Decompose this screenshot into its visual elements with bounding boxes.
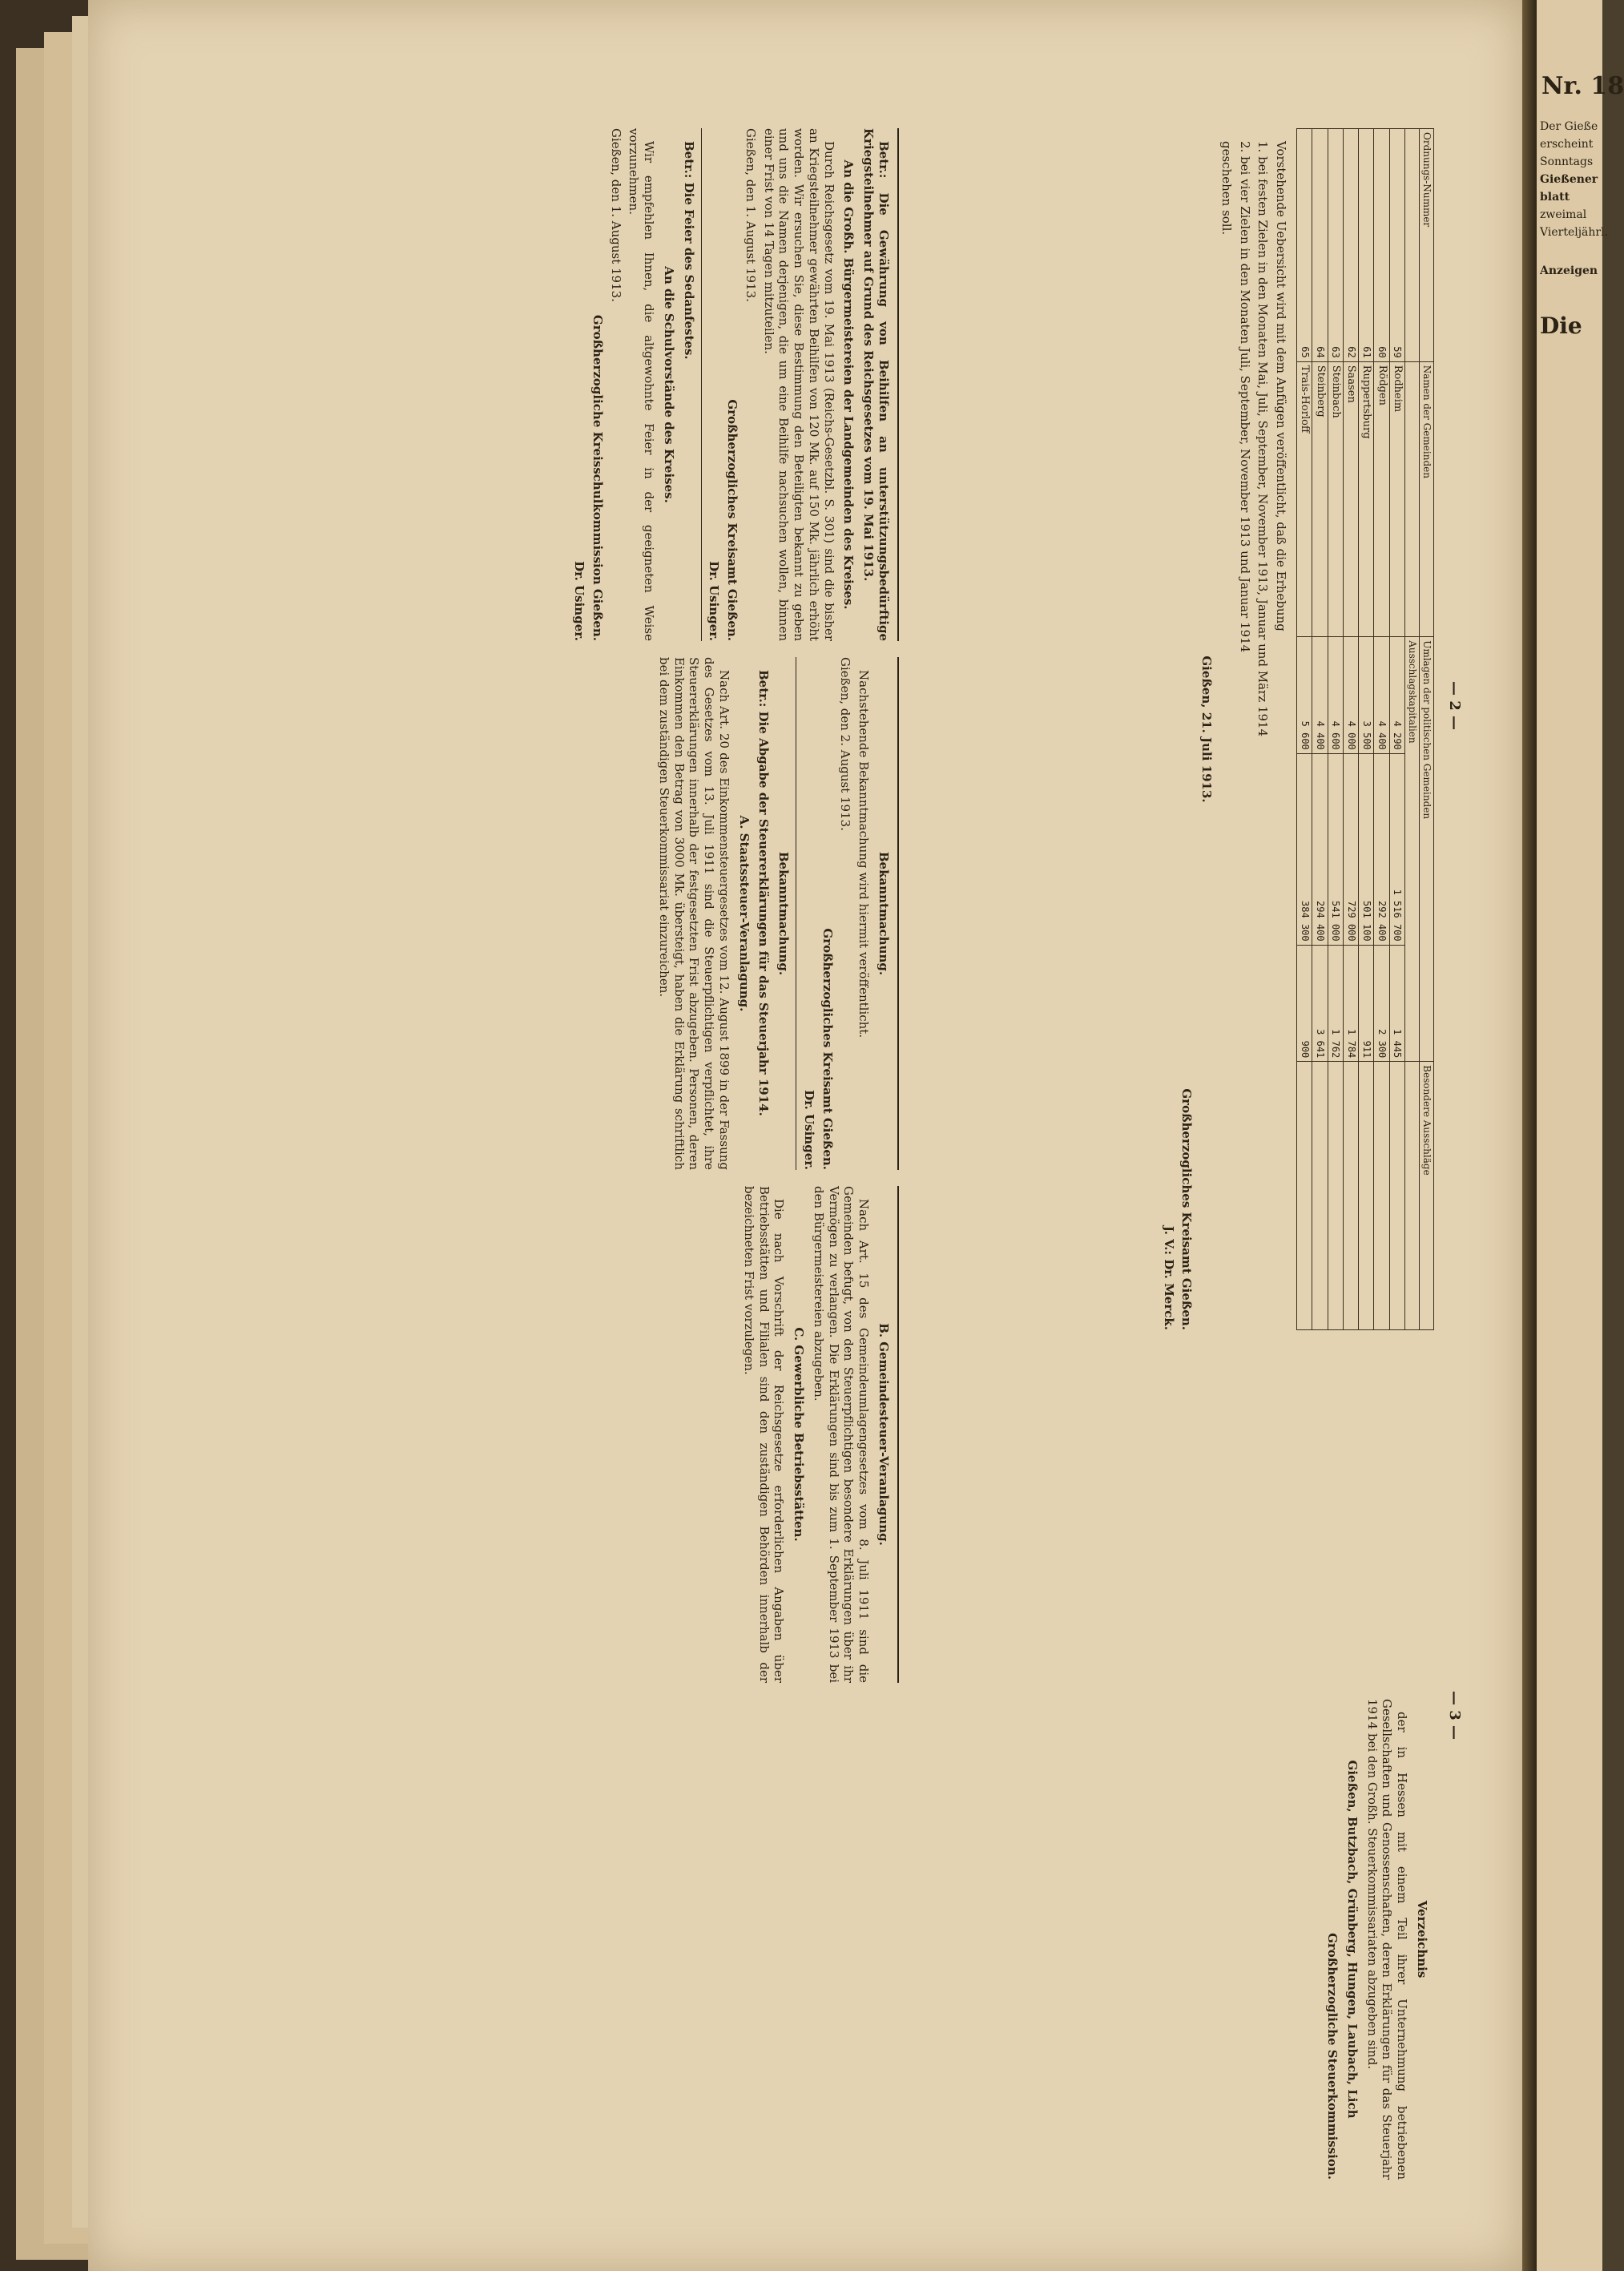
col-ausschlagskapital: Ausschlagskapitalien <box>1405 637 1420 1062</box>
article-sign: Großherzogliche Steuerkommission. <box>1325 1933 1340 2180</box>
article-body: Die nach Vorschrift der Reichsgesetze erforderlichen Angaben über Betriebsstätten und Filialen sind den zuständigen Behörden innerhalb der bezeichneten Frist vorzulegen. <box>742 1186 787 1683</box>
article-body: Nach Art. 15 des Gemeindeumlagengesetzes vom 8. Juli 1911 sind die Gemeinden befugt, von den Steuerpflichtigen besondere Erklärungen über ihr Vermögen zu verlangen. Die Erklärungen sind bis zum 1. September 1913 bei den Bürgermeistereien abzugeben. <box>812 1186 872 1683</box>
article-office: Großherzogliche Kreisschulkommission Gießen. <box>590 314 605 641</box>
rotated-content <box>96 104 1466 2204</box>
table-footer-line: Vorstehende Uebersicht wird mit dem Anfügen veröffentlicht, daß die Erhebung <box>1274 141 1289 631</box>
article-section: C. Gewerbliche Betriebsstätten. <box>792 1327 807 1542</box>
table-row: 59 Rodheim 4 290 1 516 700 1 445 <box>1389 129 1404 1330</box>
article-heading: An die Schulvorstände des Kreises. <box>662 266 676 503</box>
edge-line: Vierteljährl. <box>1540 226 1609 239</box>
table-signer: J. V.: Dr. Merck. <box>1161 1225 1176 1330</box>
article-body: Nach Art. 20 des Einkommensteuergesetzes vom 12. August 1899 in der Fassung des Gesetzes vom 13. Juli 1911 sind die Steuerpflichtigen verpflichtet, ihre Steuererklärungen innerhalb der festgesetzten Frist abzugeben. Personen, deren Einkommen den Betrag von 3000 Mk. übersteigt, haben die Erklärung schriftlich bei dem zuständigen Steuerkommissariat einzureichen. <box>657 657 731 1170</box>
levy-table <box>1296 128 1434 1330</box>
article-section: B. Gemeindesteuer-Veranlagung. <box>876 1323 891 1546</box>
col-special: Besondere Ausschläge <box>1420 1062 1434 1330</box>
edge-line: blatt <box>1540 191 1570 204</box>
article-office: Großherzogliches Kreisamt Gießen. <box>820 928 835 1170</box>
article-kriegsteilnehmer <box>144 128 905 641</box>
folio-left: — 2 — <box>1446 681 1463 731</box>
article-steuer <box>144 657 905 1170</box>
col-gemeinde: Namen der Gemeinden <box>1420 361 1434 637</box>
table-row: 65 Trais-Horloff 5 600 384 300 900 <box>1297 129 1312 1330</box>
col-table-title: Umlagen der politischen Gemeinden <box>1420 637 1434 1062</box>
edge-line: Die <box>1540 313 1582 339</box>
book-gutter <box>1522 0 1537 2271</box>
municipal-levy-table-block <box>921 128 1434 1330</box>
masthead-number: Nr. 18 <box>1541 72 1624 100</box>
article-date: Gießen, den 1. August 1913. <box>743 128 758 302</box>
article-heading: Verzeichnis <box>1415 1900 1429 1979</box>
article-body: Nachstehende Bekanntmachung wird hiermit veröffentlicht. <box>856 670 872 1039</box>
article-betr: Betr.: Die Abgabe der Steuererklärungen für das Steuerjahr 1914. <box>756 670 772 1116</box>
edge-line: erscheint <box>1540 138 1594 151</box>
article-body: Durch Reichsgesetz vom 19. Mai 1913 (Reichs-Gesetzbl. S. 301) sind die bisher an Kriegsteilnehmer gewährten Beihilfen von 120 Mk. auf 150 Mk. jährlich erhöht worden. Wir ersuchen Sie, diese Bestimmung den Beteiligten bekannt zu geben und uns die Namen derjenigen, die um eine Beihilfe nachsuchen wollen, binnen einer Frist von 14 Tagen mitzuteilen. <box>761 128 836 641</box>
table-date: Gießen, 21. Juli 1913. <box>1199 655 1215 803</box>
article-verzeichnis <box>144 1699 1434 2180</box>
article-heading: Bekanntmachung. <box>776 851 792 976</box>
table-office: Großherzogliches Kreisamt Gießen. <box>1179 1088 1195 1330</box>
article-signer: Dr. Usinger. <box>707 561 722 641</box>
article-section: A. Staatssteuer-Veranlagung. <box>736 815 752 1012</box>
article-betr: Betr.: Die Gewährung von Beihilfen an unterstützungsbedürftige Kriegsteilnehmer auf Grund des Reichsgesetzes vom 19. Mai 1913. <box>861 128 891 641</box>
article-date: Gießen, den 1. August 1913. <box>608 128 623 302</box>
article-signer: Dr. Usinger. <box>572 561 587 641</box>
table-footer-line: 1. bei festen Zielen in den Monaten Mai, Juli, September, November 1913, Januar und März 1914 <box>1255 141 1271 737</box>
folio-right: — 3 — <box>1446 1691 1463 1741</box>
table-row: 62 Saasen 4 000 729 000 1 784 <box>1344 129 1359 1330</box>
article-places: Gießen, Butzbach, Grünberg, Hungen, Laubach, Lich <box>1345 1760 1360 2119</box>
table-row: 61 Ruppertsburg 3 500 501 100 911 <box>1359 129 1374 1330</box>
article-office: Großherzogliches Kreisamt Gießen. <box>725 399 740 641</box>
edge-line: Anzeigen <box>1540 264 1598 277</box>
article-signer: Dr. Usinger. <box>802 1090 816 1170</box>
table-footer-line: 2. bei vier Zielen in den Monaten Juli, September, November 1913 und Januar 1914 <box>1237 141 1252 653</box>
article-heading: Bekanntmachung. <box>876 851 891 976</box>
article-gemeindesteuer <box>144 1186 905 1683</box>
table-row: 64 Steinberg 4 400 294 400 3 641 <box>1312 129 1328 1330</box>
table-row: 60 Rödgen 4 400 292 400 2 300 <box>1374 129 1389 1330</box>
col-ordnungsnummer: Ordnungs-Nummer <box>1420 129 1434 362</box>
edge-line: Sonntags <box>1540 155 1594 168</box>
article-body: der in Hessen mit einem Teil ihrer Unternehmung betriebenen Gesellschaften und Genossenschaften, deren Erklärungen für das Steuerjahr 1914 bei den Großh. Steuerkommissariaten abzugeben sind. <box>1364 1699 1410 2180</box>
article-date: Gießen, den 2. August 1913. <box>838 657 853 831</box>
article-body: Wir empfehlen Ihnen, die altgewohnte Feier in der geeigneten Weise vorzunehmen. <box>627 128 657 641</box>
table-row: 63 Steinbach 4 600 541 000 1 762 <box>1328 129 1343 1330</box>
edge-line: zweimal <box>1540 208 1587 221</box>
article-heading: An die Großh. Bürgermeistereien der Landgemeinden des Kreises. <box>841 159 856 610</box>
article-betr: Betr.: Die Feier des Sedanfestes. <box>681 141 696 360</box>
facing-page-edge <box>1537 0 1624 2271</box>
edge-line: Gießener <box>1540 173 1598 186</box>
table-footer-line: geschehen soll. <box>1219 141 1234 236</box>
edge-line: Der Gieße <box>1540 120 1598 133</box>
